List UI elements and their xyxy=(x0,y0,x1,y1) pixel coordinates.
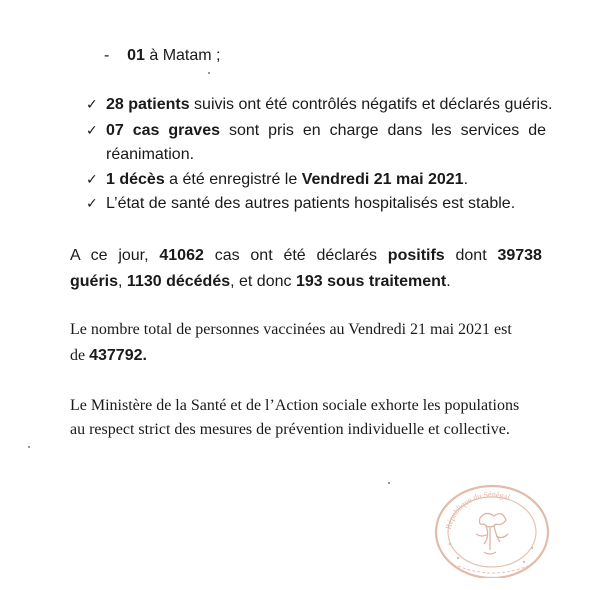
summary-line-1: A ce jour, 41062 cas ont été déclarés positifs dont 39738 xyxy=(70,247,542,264)
check-mark-icon: ✓ xyxy=(86,97,98,113)
under-treatment-count: 193 sous traitement xyxy=(295,273,447,290)
scan-speck xyxy=(208,72,210,74)
scan-speck xyxy=(28,446,30,448)
closing-line-2: au respect strict des mesures de prévention individuelle et collective. xyxy=(70,421,510,438)
vaccinated-total: 437792. xyxy=(89,347,147,364)
check-mark-icon: ✓ xyxy=(86,123,98,139)
svg-text:République du Sénégal: République du Sénégal xyxy=(443,489,512,531)
region-count: 01 xyxy=(127,47,145,64)
region-name: à Matam ; xyxy=(149,47,221,64)
check-mark-icon: ✓ xyxy=(86,172,98,188)
official-seal-stamp xyxy=(428,478,552,578)
total-cases: 41062 xyxy=(159,247,204,264)
bullet-stable: ✓ L’état de santé des autres patients hospitalisés est stable. xyxy=(86,195,516,212)
summary-line-2: guéris, 1130 décédés, et donc 193 sous traitement. xyxy=(70,273,451,290)
check-mark-icon: ✓ xyxy=(86,196,98,212)
vaccine-line-1: Le nombre total de personnes vaccinées au Vendredi 21 mai 2021 est xyxy=(70,321,512,338)
positive-label: positifs xyxy=(387,247,445,264)
bullet-patients-cured: ✓ 28 patients suivis ont été contrôlés négatifs et déclarés guéris. xyxy=(86,96,553,113)
bullet-severe-cases-cont: réanimation. xyxy=(106,146,195,163)
scan-speck xyxy=(388,482,390,484)
closing-line-1: Le Ministère de la Santé et de l’Action sociale exhorte les populations xyxy=(70,397,520,414)
region-line xyxy=(104,46,221,66)
deaths-count: 1130 décédés xyxy=(126,273,231,290)
bullet-death: ✓ 1 décès a été enregistré le Vendredi 21 mai 2021. xyxy=(86,171,469,188)
cured-count: 39738 xyxy=(497,247,542,264)
bullet-severe-cases: ✓ 07 cas graves sont pris en charge dans les services de xyxy=(86,122,546,139)
dash: - xyxy=(104,47,110,64)
vaccine-line-2: de 437792. xyxy=(70,347,147,364)
